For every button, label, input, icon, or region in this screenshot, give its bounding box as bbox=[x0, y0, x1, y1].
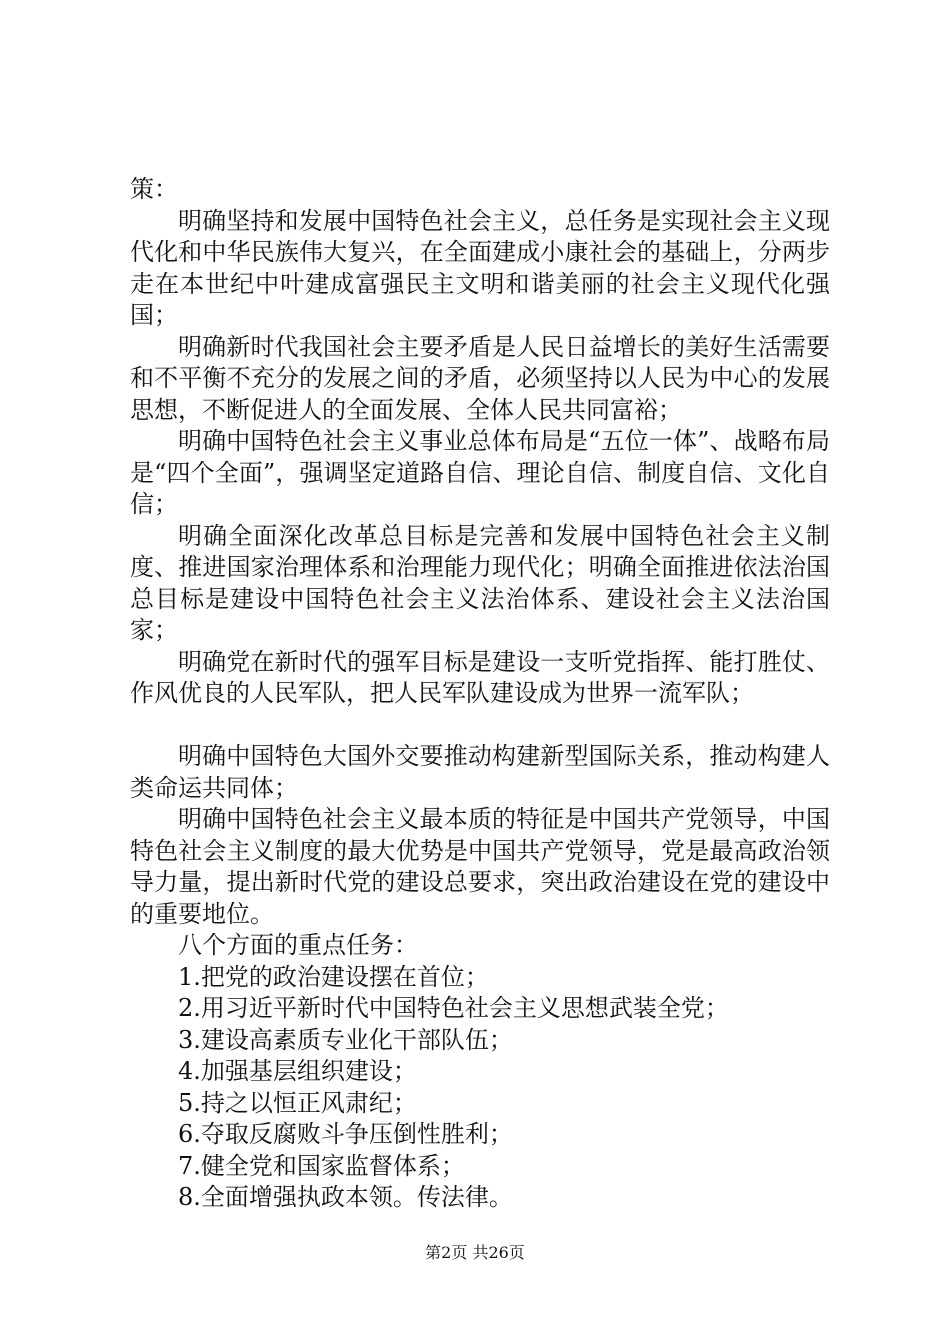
task-item: 4.加强基层组织建设； bbox=[178, 1057, 417, 1085]
task-item: 2.用习近平新时代中国特色社会主义思想武装全党； bbox=[178, 994, 729, 1022]
paragraph-tasks-heading: 八个方面的重点任务： bbox=[178, 931, 418, 959]
paragraph-overall-layout: 明确中国特色社会主义事业总体布局是“五位一体”、战略布局是“四个全面”，强调坚定道路自信、理论自信、制度自信、文化自信； bbox=[130, 427, 830, 518]
page-number-footer: 第2页 共26页 bbox=[425, 1243, 525, 1262]
task-item: 8.全面增强执政本领。传法律。 bbox=[178, 1183, 513, 1211]
paragraph-intro: 策： bbox=[130, 175, 178, 203]
task-item: 1.把党的政治建设摆在首位； bbox=[178, 962, 489, 991]
paragraph-military-goal: 明确党在新时代的强军目标是建设一支听党指挥、能打胜仗、作风优良的人民军队，把人民军队建设成为世界一流军队； bbox=[130, 647, 830, 707]
task-item: 7.健全党和国家监督体系； bbox=[178, 1151, 465, 1180]
paragraph-diplomacy: 明确中国特色大国外交要推动构建新型国际关系，推动构建人类命运共同体； bbox=[130, 742, 830, 802]
paragraph-reform-goal: 明确全面深化改革总目标是完善和发展中国特色社会主义制度、推进国家治理体系和治理能力现代化；明确全面推进依法治国总目标是建设中国特色社会主义法治体系、建设社会主义法治国家； bbox=[130, 521, 830, 644]
paragraph-overall-task: 明确坚持和发展中国特色社会主义，总任务是实现社会主义现代化和中华民族伟大复兴，在全面建成小康社会的基础上，分两步走在本世纪中叶建成富强民主文明和谐美丽的社会主义现代化强国； bbox=[130, 206, 830, 329]
paragraph-party-leadership: 明确中国特色社会主义最本质的特征是中国共产党领导，中国特色社会主义制度的最大优势是中国共产党领导，党是最高政治领导力量，提出新时代党的建设总要求，突出政治建设在党的建设中的重要地位。 bbox=[130, 805, 830, 928]
document-body bbox=[130, 174, 830, 1214]
task-item: 3.建设高素质专业化干部队伍； bbox=[178, 1025, 513, 1054]
task-item: 6.夺取反腐败斗争压倒性胜利； bbox=[178, 1120, 513, 1148]
task-item: 5.持之以恒正风肃纪； bbox=[178, 1088, 417, 1117]
paragraph-main-contradiction: 明确新时代我国社会主要矛盾是人民日益增长的美好生活需要和不平衡不充分的发展之间的矛盾，必须坚持以人民为中心的发展思想，不断促进人的全面发展、全体人民共同富裕； bbox=[130, 332, 830, 424]
blank-line bbox=[130, 710, 830, 742]
